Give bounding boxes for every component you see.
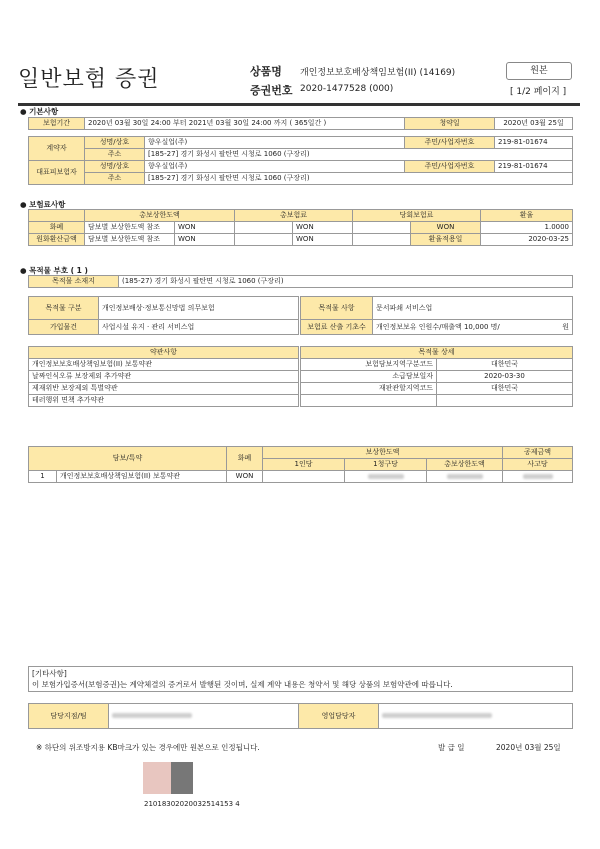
coverage-sub-person: 1인당 [263,459,345,471]
coverage-sub-claim: 1청구당 [345,459,427,471]
period-label: 보험기간 [29,118,85,130]
clause-item: 날짜인식오류 보장제외 추가약관 [29,371,299,383]
coverage-sub-total: 총보상한도액 [427,459,503,471]
coverage-table [28,446,573,483]
branch-label: 담당지점/팀 [29,704,109,729]
coverage-currency-krw: WON [175,234,235,246]
original-stamp: 원본 [506,62,572,80]
kb-hologram-mark [143,762,193,794]
redacted-agent [382,713,492,718]
notes-box [28,666,573,692]
location-value: (185-27) 경기 화성시 팔탄면 시청로 1060 (구장리) [119,276,573,288]
detail-value: 대한민국 [437,359,573,371]
premium-currency-krw: WON [293,234,353,246]
insured-name: 향우실업(주) [145,161,405,173]
contractor-bizno: 219-81-01674 [495,137,573,149]
clause-item: 제재위반 보장제외 특별약관 [29,383,299,395]
coverage-row-no: 1 [29,471,57,483]
fx-date: 2020-03-25 [481,234,573,246]
detail-table [300,346,573,407]
premium-table [28,209,573,246]
insured-bizno: 219-81-01674 [495,161,573,173]
detail-label: 재판관할지역코드 [301,383,437,395]
clauses-title: 약관사항 [29,347,299,359]
coverage-ref-krw: 담보별 보상한도액 참조 [85,234,175,246]
coverage-col: 총보상한도액 [85,210,235,222]
clauses-table [28,346,299,407]
coverage-sub-accident: 사고당 [503,459,573,471]
product-label: 상품명 [250,65,282,78]
coverage-col-name: 담보/특약 [29,447,227,471]
contractor-name-label: 성명/상호 [85,137,145,149]
contractor-bizno-label: 주민/사업자번호 [405,137,495,149]
detail-label: 소급담보일자 [301,371,437,383]
insured-addr-label: 주소 [85,173,145,185]
contract-date-value: 2020년 03월 25일 [495,118,573,130]
coverage-row [29,471,573,483]
coverage-col-limit: 보상한도액 [263,447,503,459]
clause-item: 테러행위 면책 추가약관 [29,395,299,407]
insured-name-label: 성명/상호 [85,161,145,173]
coverage-col-currency: 화폐 [227,447,263,471]
basis-unit: 원 [562,322,569,331]
location-table [28,275,573,288]
redacted-branch [112,713,192,718]
premium-col: 총보험료 [235,210,353,222]
redacted-amount [368,474,404,479]
footer-notice: ※ 하단의 위조방지용 KB마크가 있는 경우에만 원본으로 인정됩니다. [36,743,260,752]
biz-label: 가입물건 [29,320,99,335]
policy-number-value: 2020-1477528 (000) [300,84,394,94]
class-value: 개인정보배상·정보통신망법 의무보험 [99,297,299,320]
premium-currency: WON [293,222,353,234]
insured-label: 대표피보험자 [29,161,85,185]
issue-label: 발 급 일 [438,743,465,752]
insured-bizno-label: 주민/사업자번호 [405,161,495,173]
fx-date-label: 환율적용일 [411,234,481,246]
redacted-amount [523,474,553,479]
party-table [28,136,573,185]
item-label: 목적물 사항 [301,297,373,320]
item-value: 문서파쇄 서비스업 [373,297,573,320]
class-label: 목적물 구분 [29,297,99,320]
page-indicator: [ 1/2 페이지 ] [510,87,567,97]
contractor-label: 계약자 [29,137,85,161]
detail-value: 대한민국 [437,383,573,395]
current-premium-col: 당회보험료 [353,210,481,222]
detail-label: 보험담보지역구분코드 [301,359,437,371]
krw-row-label: 원화환산금액 [29,234,85,246]
branch-table [28,703,573,729]
object-left-table [28,296,299,335]
coverage-ref: 담보별 보상한도액 참조 [85,222,175,234]
notes-title: [기타사항] [32,669,67,678]
premium-section-title: ● 보험료사항 [20,200,66,209]
basis-value: 개인정보보유 인원수/매출액 10,000 명/ 원 [373,320,573,335]
basic-section-title: ● 기본사항 [20,107,59,116]
fx-currency: WON [411,222,481,234]
currency-row-label: 화폐 [29,222,85,234]
coverage-row-currency: WON [227,471,263,483]
fx-col: 환율 [481,210,573,222]
coverage-currency: WON [175,222,235,234]
notes-text: 이 보험가입증서(보험증권)는 계약체결의 증거로서 발행된 것이며, 실제 계약 내용은 청약서 및 해당 상품의 보험약관에 따릅니다. [32,680,453,689]
barcode-number: 21018302020032514153 4 [144,800,240,808]
product-value: 개인정보보호배상책임보험(II) (14169) [300,68,456,78]
period-row [29,118,573,130]
basic-info-table [28,117,573,130]
document-title: 일반보험 증권 [18,67,160,92]
detail-value: 2020-03-30 [437,371,573,383]
coverage-col-deduct: 공제금액 [503,447,573,459]
object-right-table [300,296,573,335]
detail-title: 목적물 상세 [301,347,573,359]
insured-addr: [185-27] 경기 화성시 팔탄면 시청로 1060 (구장리) [145,173,573,185]
clause-item: 개인정보보호배상책임보험(II) 보통약관 [29,359,299,371]
redacted-amount [447,474,483,479]
period-value: 2020년 03월 30일 24:00 부터 2021년 03월 30일 24:00 까지 ( 365일간 ) [85,118,405,130]
policy-number-label: 증권번호 [250,84,293,97]
contract-date-label: 청약일 [405,118,495,130]
coverage-row-name: 개인정보보호배상책임보험(II) 보통약관 [57,471,227,483]
header-divider [18,103,580,106]
basis-label: 보험료 산출 기초수 [301,320,373,335]
contractor-addr: [185-27] 경기 화성시 팔탄면 시청로 1060 (구장리) [145,149,573,161]
contractor-name: 향우실업(주) [145,137,405,149]
contractor-addr-label: 주소 [85,149,145,161]
object-section-title: ● 목적물 부호 ( 1 ) [20,266,88,275]
location-label: 목적물 소재지 [29,276,119,288]
biz-value: 사업시설 유지 · 관리 서비스업 [99,320,299,335]
issue-date: 2020년 03월 25일 [496,743,561,752]
agent-label: 영업담당자 [299,704,379,729]
fx-rate: 1.0000 [481,222,573,234]
